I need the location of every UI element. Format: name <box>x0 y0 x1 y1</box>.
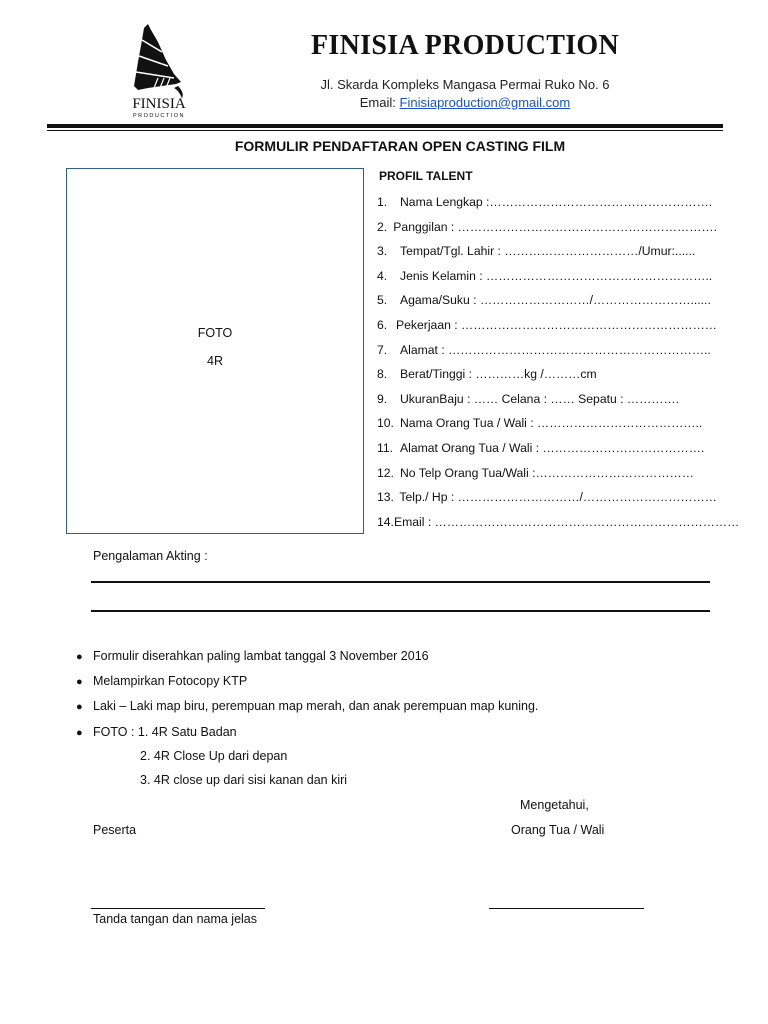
profile-field <box>377 416 717 441</box>
bullet-icon: ● <box>76 727 83 739</box>
profile-field-text: Panggilan : ………………………………………………………. <box>393 219 717 234</box>
note-text: Laki – Laki map biru, perempuan map merah, dan anak perempuan map kuning. <box>93 699 539 713</box>
bullet-icon: ● <box>76 676 83 688</box>
profile-field-text: Email : ………………………………………………………………… <box>393 514 740 529</box>
company-email-line <box>260 95 670 110</box>
bullet-icon: ● <box>76 651 83 663</box>
company-address: Jl. Skarda Kompleks Mangasa Permai Ruko No. 6 <box>320 77 610 92</box>
sailboat-logo-icon <box>118 22 200 120</box>
profile-field-number: 9. <box>377 391 388 406</box>
guardian-signature-line <box>489 908 644 909</box>
profile-field-number: 6. <box>377 317 388 332</box>
profile-field <box>377 490 717 515</box>
header-divider-thin <box>47 130 723 131</box>
profile-field-text: Telp./ Hp : …………………………/…………………………… <box>399 490 717 505</box>
profile-field-number: 14. <box>377 514 394 529</box>
participant-label: Peserta <box>93 823 137 837</box>
acting-experience-line <box>91 610 710 612</box>
profile-field <box>377 220 717 245</box>
svg-text:FINISIA: FINISIA <box>132 96 186 112</box>
note-text: Formulir diserahkan paling lambat tanggal 3 November 2016 <box>93 649 429 663</box>
profile-field-text: Jenis Kelamin : ……………………………………………….. <box>400 268 713 283</box>
header-divider-thick <box>47 124 723 128</box>
note-item <box>76 699 538 713</box>
form-title: FORMULIR PENDAFTARAN OPEN CASTING FILM <box>234 138 566 154</box>
profile-field-number: 2. <box>377 219 388 234</box>
profile-field-number: 5. <box>377 293 388 308</box>
profile-field-list <box>377 195 740 539</box>
note-text: Melampirkan Fotocopy KTP <box>93 674 248 688</box>
profile-field-text: Berat/Tinggi : …………kg /………cm <box>400 367 597 382</box>
acknowledged-label: Mengetahui, <box>520 798 589 812</box>
photo-placeholder-box <box>66 168 364 534</box>
photo-subitem: 3. 4R close up dari sisi kanan dan kiri <box>140 773 348 787</box>
profile-field-number: 1. <box>377 195 388 209</box>
profile-field <box>377 514 740 540</box>
profile-field-number: 7. <box>377 342 388 357</box>
profile-field <box>377 195 717 220</box>
photo-label: FOTO <box>197 326 233 340</box>
profile-field-text: Alamat Orang Tua / Wali : …………………………………. <box>400 440 705 455</box>
email-link[interactable]: Finisiaproduction@gmail.com <box>399 95 571 110</box>
profile-field-number: 12. <box>377 465 394 480</box>
profile-field <box>377 367 717 392</box>
profile-field-number: 11. <box>377 440 394 455</box>
profile-field-text: Nama Lengkap :………………………………………………. <box>400 195 713 209</box>
photo-size-label: 4R <box>207 354 223 368</box>
note-item <box>76 674 247 688</box>
photo-subitem: 2. 4R Close Up dari depan <box>140 749 288 763</box>
profile-field-number: 10. <box>377 416 394 431</box>
signature-caption: Tanda tangan dan nama jelas <box>93 912 258 926</box>
participant-signature-line <box>91 908 265 909</box>
profile-field <box>377 441 717 466</box>
profile-field-text: Tempat/Tgl. Lahir : ……………………………/Umur:...... <box>400 244 696 259</box>
profile-field <box>377 293 717 318</box>
profile-field-number: 8. <box>377 367 388 382</box>
bullet-icon: ● <box>76 701 83 713</box>
company-logo <box>118 22 200 120</box>
profile-field-text: UkuranBaju : …… Celana : …… Sepatu : …………. <box>400 391 680 406</box>
profile-field-text: Alamat : ……………………………………………………….. <box>400 342 711 357</box>
profile-field <box>377 343 717 368</box>
acting-experience-label: Pengalaman Akting : <box>93 549 208 563</box>
note-text: FOTO : 1. 4R Satu Badan <box>93 725 237 739</box>
profile-field-text: Nama Orang Tua / Wali : ………………………………….. <box>400 416 703 431</box>
profile-field-number: 4. <box>377 268 388 283</box>
profile-field <box>377 392 717 417</box>
profile-field <box>377 466 717 491</box>
profile-field-number: 3. <box>377 244 388 259</box>
profile-heading: PROFIL TALENT <box>379 169 473 183</box>
profile-field-text: Agama/Suku : ………………………/……………………...... <box>400 293 711 308</box>
profile-field-text: Pekerjaan : ……………………………………………………… <box>396 317 717 332</box>
profile-field <box>377 318 717 343</box>
email-label: Email: <box>359 95 396 110</box>
profile-field <box>377 269 717 294</box>
note-item <box>76 649 429 663</box>
company-name: FINISIA PRODUCTION <box>311 30 619 61</box>
acting-experience-line <box>91 581 710 583</box>
guardian-label: Orang Tua / Wali <box>511 823 605 837</box>
profile-field-text: No Telp Orang Tua/Wali :………………………………… <box>400 465 694 480</box>
note-item <box>76 725 237 739</box>
svg-text:PRODUCTION: PRODUCTION <box>133 113 185 119</box>
profile-field <box>377 244 717 269</box>
profile-field-number: 13. <box>377 490 394 505</box>
